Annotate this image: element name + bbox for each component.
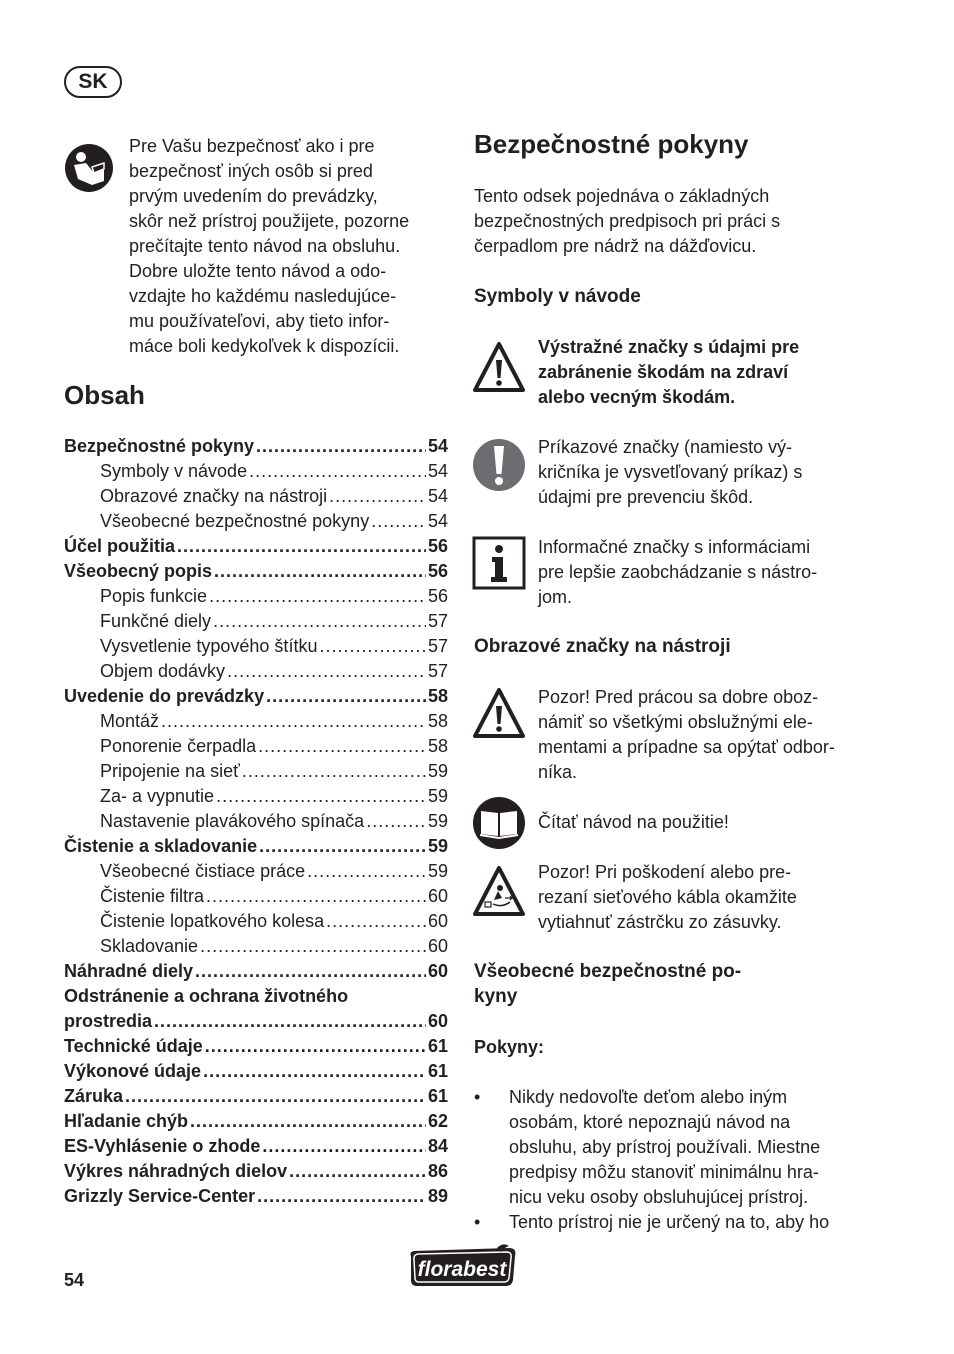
- toc-leader-dots: [242, 759, 426, 784]
- toc-entry[interactable]: [64, 759, 448, 784]
- tool-read-manual-text: Čítať návod na použitie!: [538, 812, 729, 832]
- toc-title: Obsah: [64, 380, 145, 410]
- toc-entry-label: Objem dodávky: [100, 661, 226, 681]
- toc-entry-label: Ponorenie čerpadla: [100, 736, 257, 756]
- tool-unplug-text: Pozor! Pri poškodení alebo pre- rezaní sieťového kábla okamžite vytiahnuť zástrčku zo zásuvky.: [538, 862, 797, 932]
- tool-warning-text: Pozor! Pred prácou sa dobre oboz- námiť so všetkými obslužnými ele- mentami a prípadne sa opýtať odbor- níka.: [538, 687, 835, 782]
- language-badge: SK: [64, 66, 122, 98]
- toc-leader-dots: [256, 434, 426, 459]
- toc-entry-page: 89: [427, 1186, 448, 1206]
- toc-entry-label: Čistenie a skladovanie: [64, 836, 258, 856]
- toc-leader-dots: [216, 784, 426, 809]
- toc-entry[interactable]: [64, 584, 448, 609]
- toc-leader-dots: [319, 634, 426, 659]
- toc-leader-dots: [213, 609, 426, 634]
- intro-text: Pre Vašu bezpečnosť ako i pre bezpečnosť iných osôb si pred prvým uvedením do prevádzky, skôr než prístroj použijete, pozorne prečítajte tento návod na obsluhu. Dobre uložte tento návod a odo- vzdajte ho každému nasledujúce- mu používateľovi, aby tieto infor- máce boli kedykoľvek k dispozícii.: [129, 136, 410, 356]
- toc-entry[interactable]: [64, 809, 448, 834]
- toc-entry[interactable]: [64, 984, 448, 1009]
- toc-entry-label: ES-Vyhlásenie o zhode: [64, 1136, 261, 1156]
- toc-entry-label: Montáž: [100, 711, 160, 731]
- safety-intro: Tento odsek pojednáva o základných bezpečnostných predpisoch pri práci s čerpadlom pre nádrž na dážďovicu.: [474, 186, 781, 256]
- toc-entry-page: 57: [427, 611, 448, 631]
- toc-leader-dots: [195, 959, 426, 984]
- toc-entry-page: 59: [427, 811, 448, 831]
- toc-entry-page: 56: [427, 536, 448, 556]
- toc-entry[interactable]: [64, 734, 448, 759]
- toc-entry-label: Funkčné diely: [100, 611, 212, 631]
- toc-entry-page: 61: [427, 1036, 448, 1056]
- toc-entry-page: 56: [427, 561, 448, 581]
- toc-entry-label: Odstránenie a ochrana životného: [64, 986, 349, 1006]
- toc-entry-label: Pripojenie na sieť: [100, 761, 240, 781]
- toc-entry[interactable]: [64, 959, 448, 984]
- toc-entry-label: Čistenie filtra: [100, 886, 205, 906]
- toc-leader-dots: [125, 1084, 426, 1109]
- toc-entry[interactable]: [64, 459, 448, 484]
- toc-entry-page: 86: [427, 1161, 448, 1181]
- toc-entry-page: 84: [427, 1136, 448, 1156]
- toc-entry-page: 60: [427, 1011, 448, 1031]
- warning-triangle-icon: [472, 340, 526, 394]
- bullet-text: Nikdy nedovoľte deťom alebo iným osobám, ktoré nepoznajú návod na obsluhu, aby prístroj používali. Miestne predpisy môžu stanoviť minimálnu hra- nicu veku osoby obsluhujúcej prístroj.: [509, 1087, 821, 1207]
- toc-entry[interactable]: [64, 909, 448, 934]
- info-icon: [472, 536, 526, 590]
- toc-entry[interactable]: [64, 634, 448, 659]
- logo-text: florabest: [417, 1258, 507, 1281]
- toc-leader-dots: [329, 484, 426, 509]
- toc-entry-label: Symboly v návode: [100, 461, 248, 481]
- toc-entry[interactable]: [64, 509, 448, 534]
- toc-leader-dots: [154, 1009, 426, 1034]
- toc-entry-label: Záruka: [64, 1086, 124, 1106]
- toc-entry-page: 56: [427, 586, 448, 606]
- toc-entry[interactable]: [64, 1134, 448, 1159]
- toc-entry-page: 54: [427, 511, 448, 531]
- toc-entry-page: 60: [427, 911, 448, 931]
- toc-entry-label: Výkonové údaje: [64, 1061, 202, 1081]
- safety-title: Bezpečnostné pokyny: [474, 129, 749, 159]
- toc-entry-page: 59: [427, 861, 448, 881]
- toc-leader-dots: [266, 684, 426, 709]
- toc-entry[interactable]: [64, 434, 448, 459]
- toc-leader-dots: [262, 1134, 426, 1159]
- toc-entry-page: 58: [427, 686, 448, 706]
- general-safety-heading: Všeobecné bezpečnostné po- kyny: [474, 961, 742, 1007]
- toc-entry-page: 62: [427, 1111, 448, 1131]
- toc-entry[interactable]: [64, 1034, 448, 1059]
- symbol-info-text: Informačné značky s informáciami pre lepšie zaobchádzanie s nástro- jom.: [538, 537, 818, 607]
- toc-entry-label: Náhradné diely: [64, 961, 194, 981]
- bullet-marker: •: [474, 1212, 481, 1232]
- toc-entry-page: 59: [427, 836, 448, 856]
- tool-symbols-heading: Obrazové značky na nástroji: [474, 636, 731, 657]
- toc-leader-dots: [209, 584, 426, 609]
- toc-entry[interactable]: [64, 534, 448, 559]
- toc-leader-dots: [326, 909, 426, 934]
- toc-entry-label: Vysvetlenie typového štítku: [100, 636, 318, 656]
- toc-entry-page: 58: [427, 736, 448, 756]
- warning-triangle-icon: [472, 686, 526, 740]
- bullet-text: Tento prístroj nie je určený na to, aby ho: [509, 1212, 830, 1232]
- toc-entry[interactable]: [64, 784, 448, 809]
- toc-leader-dots: [190, 1109, 426, 1134]
- toc-entry[interactable]: [64, 659, 448, 684]
- toc-entry-label: Hľadanie chýb: [64, 1111, 188, 1131]
- toc-entry-label: prostredia: [64, 1011, 153, 1031]
- pokyny-label: Pokyny:: [474, 1037, 545, 1057]
- toc-leader-dots: [307, 859, 426, 884]
- toc-entry[interactable]: [64, 834, 448, 859]
- toc-entry[interactable]: [64, 484, 448, 509]
- page-number: 54: [64, 1270, 85, 1290]
- toc-entry-page: 54: [427, 486, 448, 506]
- unplug-warning-icon: [472, 864, 526, 918]
- symbols-heading: Symboly v návode: [474, 286, 641, 307]
- toc-entry-page: 61: [427, 1061, 448, 1081]
- toc-entry-label: Výkres náhradných dielov: [64, 1161, 288, 1181]
- toc-entry-page: 59: [427, 786, 448, 806]
- toc-entry[interactable]: [64, 934, 448, 959]
- toc-leader-dots: [227, 659, 426, 684]
- bullet-marker: •: [474, 1087, 481, 1107]
- toc-leader-dots: [200, 934, 426, 959]
- toc-entry-page: 54: [427, 461, 448, 481]
- table-of-contents: [64, 434, 448, 1209]
- toc-leader-dots: [289, 1159, 426, 1184]
- symbol-command-text: Príkazové značky (namiesto vý- kričníka je vysvetľovaný príkaz) s údajmi pre prevenciu škôd.: [538, 437, 803, 507]
- toc-entry[interactable]: [64, 684, 448, 709]
- toc-entry-label: Čistenie lopatkového kolesa: [100, 911, 325, 931]
- read-manual-person-icon: [64, 143, 114, 193]
- toc-entry-label: Obrazové značky na nástroji: [100, 486, 328, 506]
- toc-leader-dots: [214, 559, 426, 584]
- toc-entry[interactable]: [64, 1009, 448, 1034]
- toc-leader-dots: [203, 1059, 426, 1084]
- toc-entry-label: Nastavenie plavákového spínača: [100, 811, 365, 831]
- toc-leader-dots: [177, 534, 426, 559]
- toc-leader-dots: [257, 1184, 426, 1209]
- toc-entry-label: Uvedenie do prevádzky: [64, 686, 265, 706]
- toc-entry-page: 60: [427, 886, 448, 906]
- toc-entry-page: 59: [427, 761, 448, 781]
- toc-leader-dots: [249, 459, 426, 484]
- toc-entry-label: Bezpečnostné pokyny: [64, 436, 255, 456]
- toc-leader-dots: [161, 709, 426, 734]
- toc-entry[interactable]: [64, 709, 448, 734]
- florabest-logo: [405, 1244, 519, 1290]
- toc-entry-page: 60: [427, 936, 448, 956]
- toc-entry-page: 60: [427, 961, 448, 981]
- toc-entry-page: 54: [427, 436, 448, 456]
- toc-entry-page: 58: [427, 711, 448, 731]
- toc-entry[interactable]: [64, 884, 448, 909]
- toc-entry[interactable]: [64, 609, 448, 634]
- toc-leader-dots: [206, 884, 426, 909]
- toc-entry[interactable]: [64, 1059, 448, 1084]
- toc-entry[interactable]: [64, 559, 448, 584]
- toc-entry-label: Všeobecné bezpečnostné pokyny: [100, 511, 370, 531]
- toc-entry-page: 57: [427, 661, 448, 681]
- toc-entry[interactable]: [64, 1184, 448, 1209]
- toc-entry[interactable]: [64, 859, 448, 884]
- read-manual-icon: [472, 796, 526, 850]
- symbol-warning-text: Výstražné značky s údajmi pre zabránenie škodám na zdraví alebo vecným škodám.: [538, 337, 800, 407]
- toc-entry[interactable]: [64, 1109, 448, 1134]
- toc-leader-dots: [258, 734, 426, 759]
- toc-entry-label: Za- a vypnutie: [100, 786, 215, 806]
- toc-entry-label: Účel použitia: [64, 536, 176, 556]
- toc-entry-page: 61: [427, 1086, 448, 1106]
- toc-leader-dots: [259, 834, 426, 859]
- toc-leader-dots: [366, 809, 426, 834]
- exclamation-circle-icon: [472, 438, 526, 492]
- toc-entry-page: 57: [427, 636, 448, 656]
- toc-leader-dots: [371, 509, 426, 534]
- toc-entry-label: Všeobecný popis: [64, 561, 213, 581]
- toc-entry-label: Popis funkcie: [100, 586, 208, 606]
- toc-entry[interactable]: [64, 1159, 448, 1184]
- toc-entry-label: Všeobecné čistiace práce: [100, 861, 306, 881]
- toc-entry-label: Grizzly Service-Center: [64, 1186, 256, 1206]
- toc-entry[interactable]: [64, 1084, 448, 1109]
- toc-entry-label: Skladovanie: [100, 936, 199, 956]
- toc-leader-dots: [205, 1034, 426, 1059]
- toc-entry-label: Technické údaje: [64, 1036, 203, 1056]
